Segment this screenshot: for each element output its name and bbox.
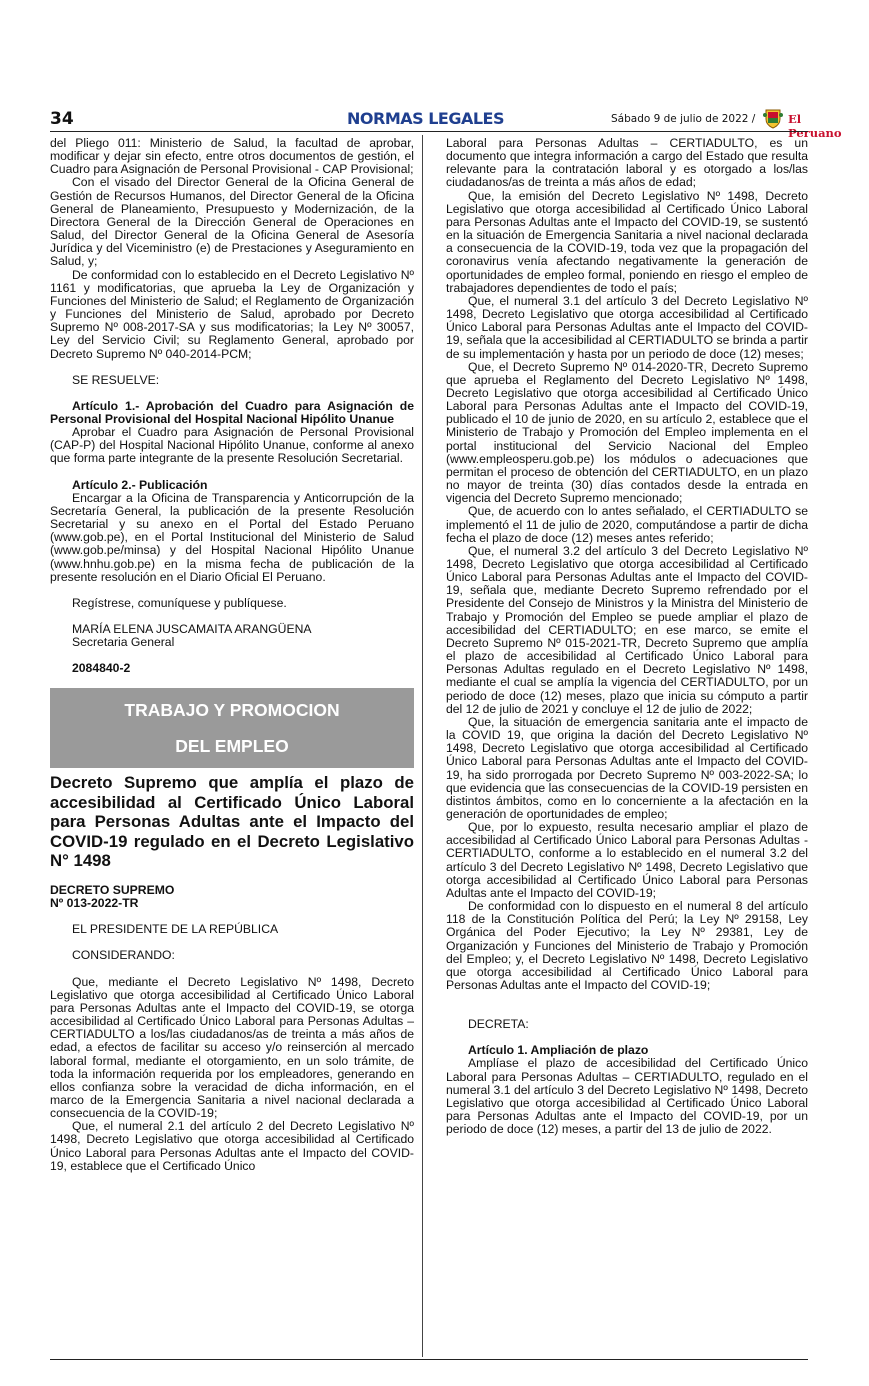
banner-line: DEL EMPLEO [175, 736, 289, 757]
paragraph: Que, la emisión del Decreto Legislativo Nº 1498, Decreto Legislativo que otorga accesibilidad al Certificado Único Laboral para Personas Adultas ante el Impacto del COVID-19, se sustentó en la situación de Emergencia Sanitaria a nivel nacional declarada a consecuencia de la COVID-19, toda vez que la propagación del coronavirus venía afectando negativamente la generación de oportunidades de empleo formal, poniendo en riesgo el empleo de trabajadores dependientes de todo el país; [446, 188, 808, 295]
publication-date: Sábado 9 de julio de 2022 / [611, 113, 756, 125]
signer-title: Secretaria General [72, 635, 175, 650]
column-divider [422, 135, 423, 1357]
resolution-heading: SE RESUELVE: [72, 372, 160, 387]
paragraph: Que, de acuerdo con lo antes señalado, el CERTIADULTO se implementó el 11 de julio de 2020, computándose a partir de dicha fecha el plazo de doce (12) meses antes referido; [446, 504, 808, 545]
document-code: 2084840-2 [72, 661, 131, 676]
paragraph: Aprobar el Cuadro para Asignación de Personal Provisional (CAP-P) del Hospital Nacional Hipólito Unanue, conforme al anexo que forma parte integrante de la presente Resolución Secretarial. [50, 425, 414, 466]
paragraph: De conformidad con lo dispuesto en el numeral 8 del artículo 118 de la Constitución Política del Perú; la Ley Nº 29158, Ley Orgánica del Poder Ejecutivo; la Ley Nº 29381, Ley de Organización y Funciones del Ministerio de Trabajo y Promoción del Empleo; y, el Decreto Legislativo Nº 1498, Decreto Legislativo que otorga accesibilidad al Certificado Único Laboral para Personas Adultas ante el Impacto del COVID-19; [446, 899, 808, 992]
paragraph: Que, por lo expuesto, resulta necesario ampliar el plazo de accesibilidad al Certificado Único Laboral para Personas Adultas - CERTIADULTO, conforme a lo establecido en el numeral 3.2 del artículo 3 del Decreto Legislativo Nº 1498, Decreto Legislativo que otorga accesibilidad al Certificado Único Laboral para Personas Adultas ante el Impacto del COVID-19; [446, 820, 808, 900]
paragraph: Que, el numeral 3.1 del artículo 3 del Decreto Legislativo Nº 1498, Decreto Legislativo que otorga accesibilidad al Certificado Único Laboral para Personas Adultas ante el Impacto del COVID-19, señala que la accesibilidad al CERTIADULTO se brinda a partir de su implementación y hasta por un periodo de doce (12) meses; [446, 293, 808, 361]
paragraph: De conformidad con lo establecido en el Decreto Legislativo Nº 1161 y modificatorias, que aprueba la Ley de Organización y Funciones del Ministerio de Salud; el Reglamento de Organización y Funciones del Ministerio de Salud, aprobado por Decreto Supremo Nº 008-2017-SA y sus modificatorias; la Ley Nº 30057, Ley del Servicio Civil; su Reglamento General, aprobado por Decreto Supremo Nº 040-2014-PCM; [50, 267, 414, 361]
paragraph: Con el visado del Director General de la Oficina General de Gestión de Recursos Humanos, del Director General de la Oficina General de Planeamiento, Presupuesto y Modernización, de la Directora General de la Dirección General de Operaciones en Salud, del Director General de la Oficina General de Asesoría Jurídica y del Viceministro (e) de Prestaciones y Aseguramiento en Salud, y; [50, 175, 414, 269]
article-title: Artículo 1. Ampliación de plazo [468, 1043, 649, 1058]
paragraph: Que, mediante el Decreto Legislativo Nº 1498, Decreto Legislativo que otorga accesibilidad al Certificado Único Laboral para Personas Adultas ante el Impacto del COVID-19, se otorga accesibilidad al Certificado Único Laboral para Personas Adultas – CERTIADULTO a los/las ciudadanos/as de treinta a más años de edad, a efectos de facilitar su acceso y/o reinserción al mercado laboral formal, mediante el otorgamiento, en un solo trámite, de toda la información requerida por los empleadores, generando en ellos confianza sobre la veracidad de dicha información, en el marco de la Emergencia Sanitaria a nivel nacional declarada a consecuencia de la COVID-19; [50, 974, 414, 1121]
paragraph: Laboral para Personas Adultas – CERTIADULTO, es un documento que integra información a cargo del Estado que resulta relevante para la contratación laboral y es otorgado a los/las ciudadanos/as de treinta a más años de edad; [446, 136, 808, 190]
decree-label: DECRETO SUPREMO [50, 882, 175, 897]
section-title: NORMAS LEGALES [347, 109, 504, 128]
coat-of-arms-icon [762, 107, 784, 129]
page-header [50, 107, 842, 140]
article-title: Artículo 2.- Publicación [72, 477, 208, 492]
considerando-heading: CONSIDERANDO: [72, 948, 175, 963]
signer-name: MARÍA ELENA JUSCAMAITA ARANGÜENA [72, 622, 312, 636]
paragraph: del Pliego 011: Ministerio de Salud, la facultad de aprobar, modificar y dejar sin efecto, entre otros documentos de gestión, el Cuadro para Asignación de Personal Provisional - CAP Provisional; [50, 136, 414, 177]
paragraph: Que, el numeral 2.1 del artículo 2 del Decreto Legislativo Nº 1498, Decreto Legislativo que otorga accesibilidad al Certificado Único Laboral para Personas Adultas ante el Impacto del COVID-19, establece que el Certificado Único [50, 1119, 414, 1173]
page-number: 34 [50, 109, 74, 129]
decree-title: Decreto Supremo que amplía el plazo de accesibilidad al Certificado Único Laboral para Personas Adultas ante el Impacto del COVID-19 regulado en el Decreto Legislativo N° 1498 [50, 773, 414, 871]
decreta-heading: DECRETA: [468, 1017, 529, 1032]
decree-number: Nº 013-2022-TR [50, 896, 139, 911]
left-column [50, 137, 414, 1173]
presidente-heading: EL PRESIDENTE DE LA REPÚBLICA [72, 922, 279, 937]
banner-line: TRABAJO Y PROMOCION [124, 700, 340, 721]
paragraph: Que, el numeral 3.2 del artículo 3 del Decreto Legislativo Nº 1498, Decreto Legislativo que otorga accesibilidad al Certificado Único Laboral para Personas Adultas ante el Impacto del COVID-19, señala que, mediante Decreto Supremo refrendado por el Presidente del Consejo de Ministros y la Ministra del Ministerio de Trabajo y Promoción del Empleo se puede ampliar el plazo de accesibilidad del CERTIADULTO; en ese marco, se emite el Decreto Supremo Nº 015-2021-TR, Decreto Supremo que amplía el plazo de accesibilidad al Certificado Único Laboral para Personas Adultas regulado en el Decreto Legislativo Nº 1498, mediante el cual se amplía la vigencia del CERTIADULTO, por un periodo de doce (12) meses, plazo que inicia su cómputo a partir del 12 de julio de 2021 y concluye el 12 de julio de 2022; [446, 543, 808, 716]
article-title: Artículo 1.- Aprobación del Cuadro para Asignación de Personal Provisional del Hospital Nacional Hipólito Unanue [50, 398, 414, 426]
closing-formula: Regístrese, comuníquese y publíquese. [72, 595, 287, 610]
section-banner [50, 688, 414, 768]
brand-logo: El Peruano [788, 112, 842, 140]
paragraph: Que, el Decreto Supremo Nº 014-2020-TR, Decreto Supremo que aprueba el Reglamento del Decreto Legislativo Nº 1498, Decreto Legislativo que otorga accesibilidad al Certificado Único Laboral para Personas Adultas ante el Impacto del COVID-19, publicado el 10 de junio de 2020, en su artículo 2, establece que el Ministerio de Trabajo y Promoción del Empleo implementa en el portal institucional del Servicio Nacional del Empleo (www.empleosperu.gob.pe) los módulos o adecuaciones que permitan el proceso de obtención del CERTIADULTO, en un plazo no mayor de treinta (30) días contados desde la entrada en vigencia del Decreto Supremo mencionado; [446, 359, 808, 506]
paragraph: Encargar a la Oficina de Transparencia y Anticorrupción de la Secretaría General, la publicación de la presente Resolución Secretarial y su anexo en el Portal del Estado Peruano (www.gob.pe), en el Portal Institucional del Ministerio de Salud (www.gob.pe/minsa) y del Hospital Nacional Hipólito Unanue (www.hnhu.gob.pe) en la misma fecha de publicación de la presente resolución en el Diario Oficial El Peruano. [50, 490, 414, 584]
header-rule [50, 131, 808, 132]
paragraph: Amplíase el plazo de accesibilidad del Certificado Único Laboral para Personas Adultas – CERTIADULTO, regulado en el numeral 3.1 del artículo 3 del Decreto Legislativo Nº 1498, Decreto Legislativo que otorga accesibilidad al Certificado Único Laboral para Personas Adultas ante el Impacto del COVID-19, por un periodo de doce (12) meses, a partir del 13 de julio de 2022. [446, 1056, 808, 1137]
paragraph: Que, la situación de emergencia sanitaria ante el impacto de la COVID 19, que origina la dación del Decreto Legislativo Nº 1498, Decreto Legislativo que otorga accesibilidad al Certificado Único Laboral para Personas Adultas ante el Impacto del COVID-19, ha sido prorrogada por Decreto Supremo Nº 003-2022-SA; lo que evidencia que las consecuencias de la COVID-19 persisten en distintos ámbitos, como en lo concerniente a la afectación en la generación de oportunidades de empleo; [446, 714, 808, 821]
right-column [446, 137, 808, 1136]
footer-rule [50, 1359, 808, 1360]
